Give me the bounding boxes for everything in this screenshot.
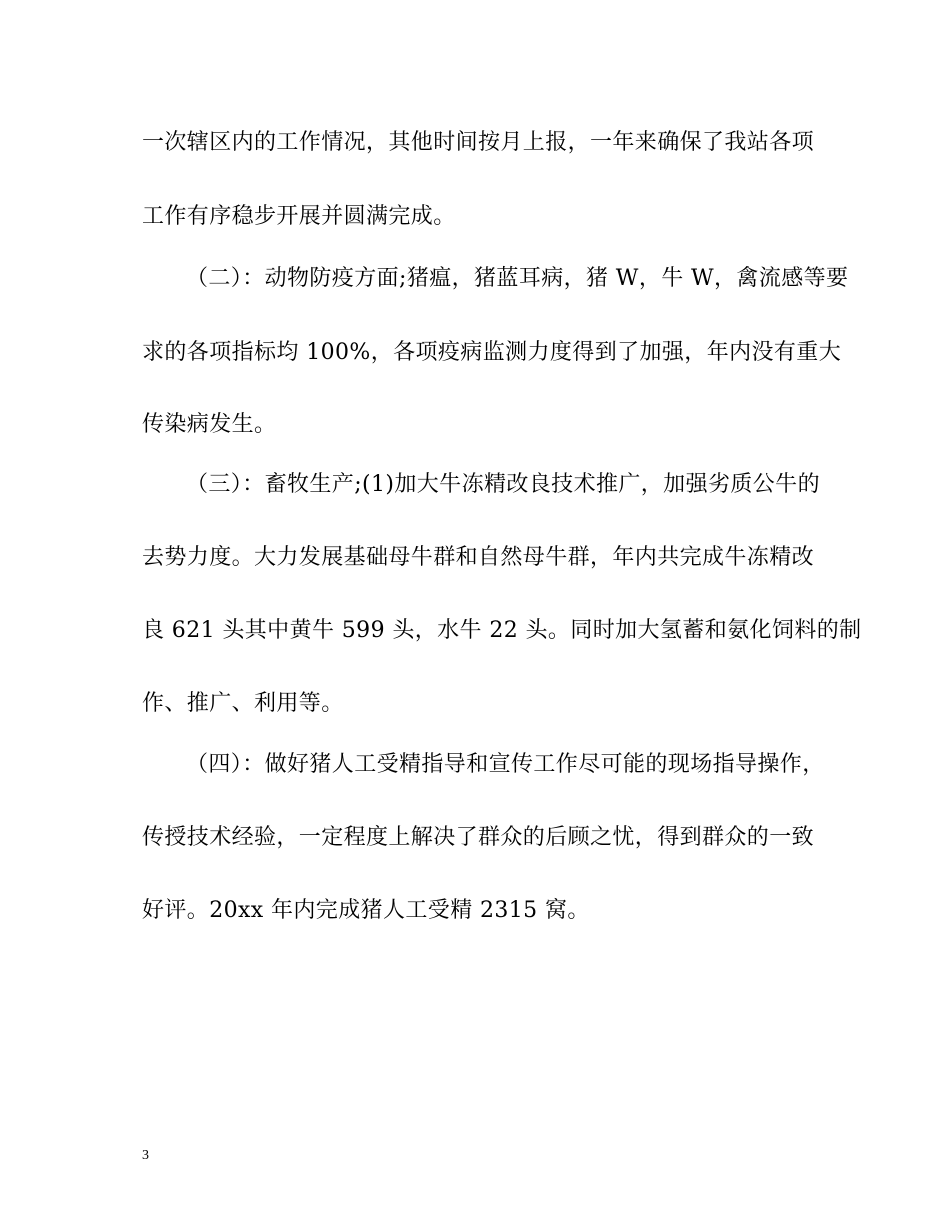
- paragraph-3-line-2: 去势力度。大力发展基础母牛群和自然母牛群，年内共完成牛冻精改: [142, 545, 815, 570]
- paragraph-1-line-1: 一次辖区内的工作情况，其他时间按月上报，一年来确保了我站各项: [142, 130, 815, 155]
- paragraph-3-line-1: （三）：畜牧生产;(1)加大牛冻精改良技术推广，加强劣质公牛的: [186, 472, 820, 497]
- paragraph-2-line-1: （二）：动物防疫方面;猪瘟，猪蓝耳病，猪 W，牛 W，禽流感等要: [186, 266, 849, 291]
- paragraph-2-line-3: 传染病发生。: [142, 412, 277, 437]
- paragraph-1-line-2: 工作有序稳步开展并圆满完成。: [142, 204, 456, 229]
- paragraph-4-line-3: 好评。20xx 年内完成猪人工受精 2315 窝。: [142, 898, 590, 923]
- page-number: 3: [142, 1148, 149, 1163]
- paragraph-3-line-4: 作、推广、利用等。: [142, 691, 344, 716]
- paragraph-3-line-3: 良 621 头其中黄牛 599 头，水牛 22 头。同时加大氢蓄和氨化饲料的制: [142, 618, 862, 643]
- paragraph-4-line-1: （四）：做好猪人工受精指导和宣传工作尽可能的现场指导操作，: [186, 752, 825, 777]
- paragraph-2-line-2: 求的各项指标均 100%，各项疫病监测力度得到了加强，年内没有重大: [142, 340, 842, 365]
- paragraph-4-line-2: 传授技术经验，一定程度上解决了群众的后顾之忧，得到群众的一致: [142, 825, 815, 850]
